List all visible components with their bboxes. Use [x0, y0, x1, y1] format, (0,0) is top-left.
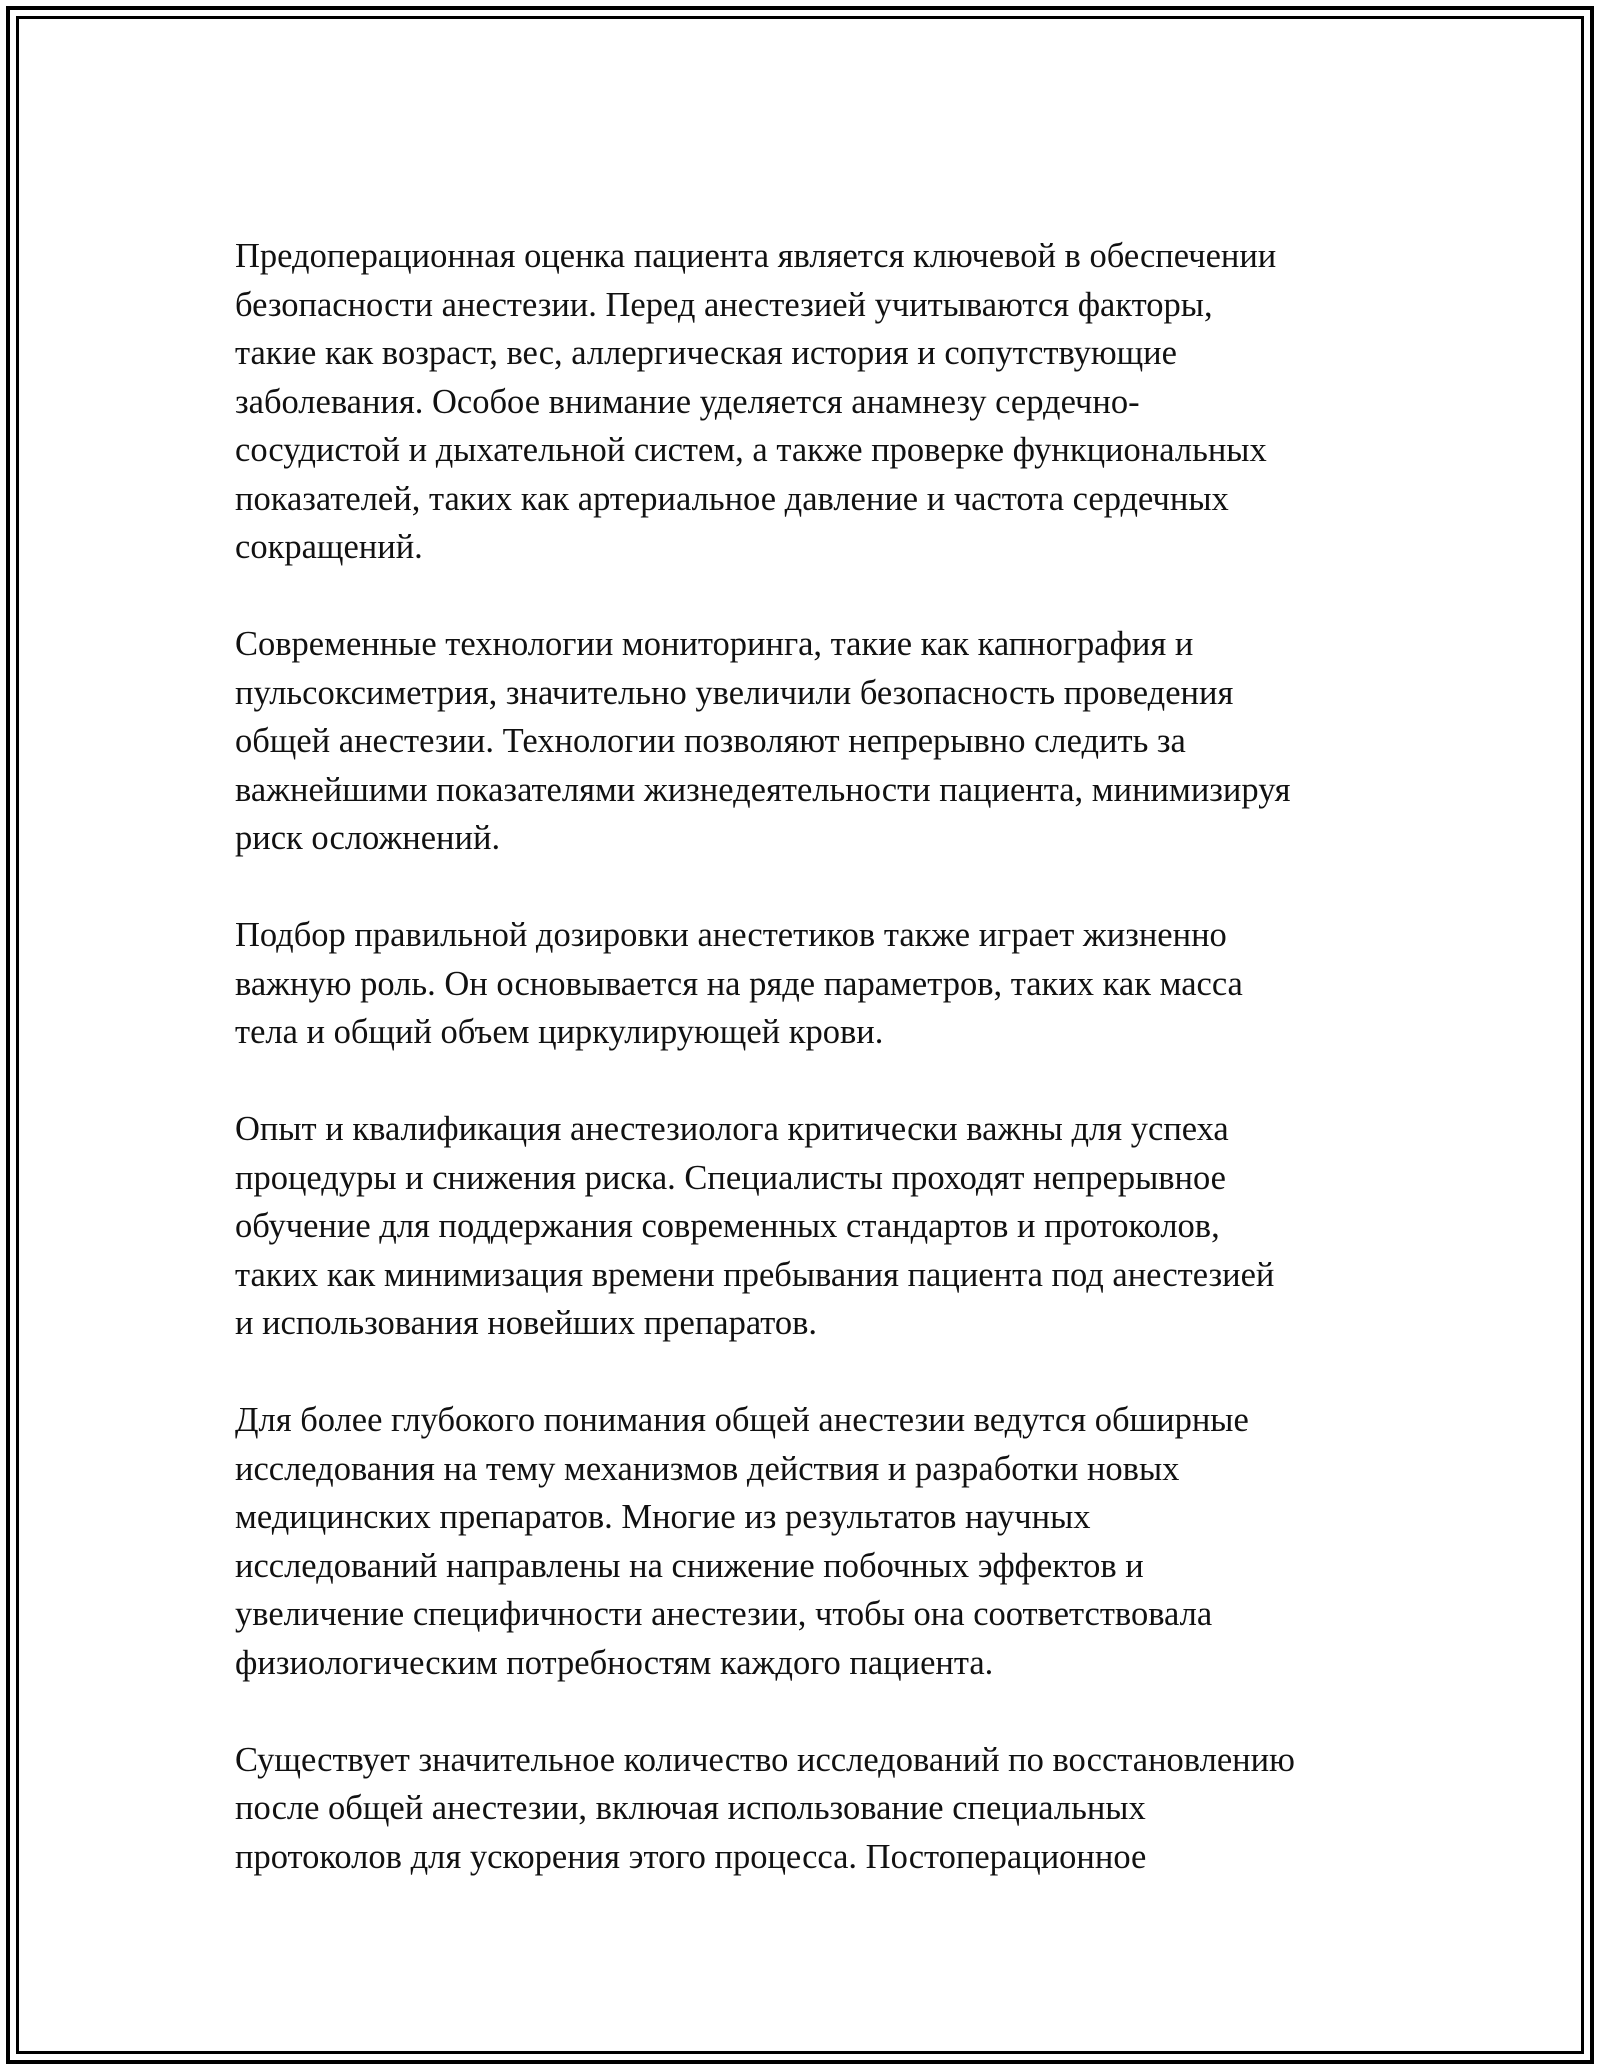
text-line: процедуры и снижения риска. Специалисты проходят непрерывное	[235, 1158, 1226, 1197]
paragraph-research	[235, 1396, 1385, 1687]
text-line: исследования на тему механизмов действия и разработки новых	[235, 1449, 1180, 1488]
text-line: после общей анестезии, включая использование специальных	[235, 1789, 1146, 1827]
text-line: сосудистой и дыхательной систем, а также проверке функциональных	[235, 431, 1267, 469]
paragraph-preoperative-assessment	[235, 232, 1385, 572]
text-line: и использования новейших препаратов.	[235, 1304, 818, 1342]
text-line: медицинских препаратов. Многие из результатов научных	[235, 1498, 1091, 1536]
text-line: тела и общий объем циркулирующей крови.	[235, 1013, 884, 1051]
text-line: Предоперационная оценка пациента является ключевой в обеспечении	[235, 237, 1277, 275]
text-line: Опыт и квалификация анестезиолога критически важны для успеха	[235, 1110, 1229, 1148]
text-line: безопасности анестезии. Перед анестезией учитываются факторы,	[235, 285, 1213, 324]
text-line: показателей, таких как артериальное давление и частота сердечных	[235, 479, 1229, 518]
text-line: риск осложнений.	[235, 819, 501, 857]
text-line: таких как минимизация времени пребывания пациента под анестезией	[235, 1255, 1275, 1294]
text-line: заболевания. Особое внимание уделяется анамнезу сердечно-	[235, 382, 1140, 421]
document-body	[235, 232, 1385, 1930]
text-line: важную роль. Он основывается на ряде параметров, таких как масса	[235, 964, 1243, 1003]
text-line: Подбор правильной дозировки анестетиков также играет жизненно	[235, 916, 1227, 954]
text-line: физиологическим потребностям каждого пациента.	[235, 1643, 994, 1682]
text-line: Для более глубокого понимания общей анестезии ведутся обширные	[235, 1401, 1249, 1439]
text-line: общей анестезии. Технологии позволяют непрерывно следить за	[235, 722, 1186, 760]
text-line: сокращений.	[235, 528, 423, 566]
text-line: Существует значительное количество исследований по восстановлению	[235, 1740, 1295, 1779]
text-line: важнейшими показателями жизнедеятельности пациента, минимизируя	[235, 770, 1291, 809]
text-line: протоколов для ускорения этого процесса. Постоперационное	[235, 1837, 1147, 1876]
paragraph-dosage-selection	[235, 911, 1385, 1057]
text-line: Современные технологии мониторинга, такие как капнография и	[235, 625, 1194, 663]
paragraph-anesthesiologist-experience	[235, 1105, 1385, 1348]
text-line: увеличение специфичности анестезии, чтобы она соответствовала	[235, 1595, 1213, 1633]
text-line: пульсоксиметрия, значительно увеличили безопасность проведения	[235, 673, 1234, 712]
text-line: исследований направлены на снижение побочных эффектов и	[235, 1546, 1144, 1585]
text-line: такие как возраст, вес, аллергическая история и сопутствующие	[235, 334, 1177, 372]
paragraph-monitoring-technologies	[235, 620, 1385, 863]
paragraph-recovery	[235, 1736, 1385, 1882]
text-line: обучение для поддержания современных стандартов и протоколов,	[235, 1207, 1220, 1245]
